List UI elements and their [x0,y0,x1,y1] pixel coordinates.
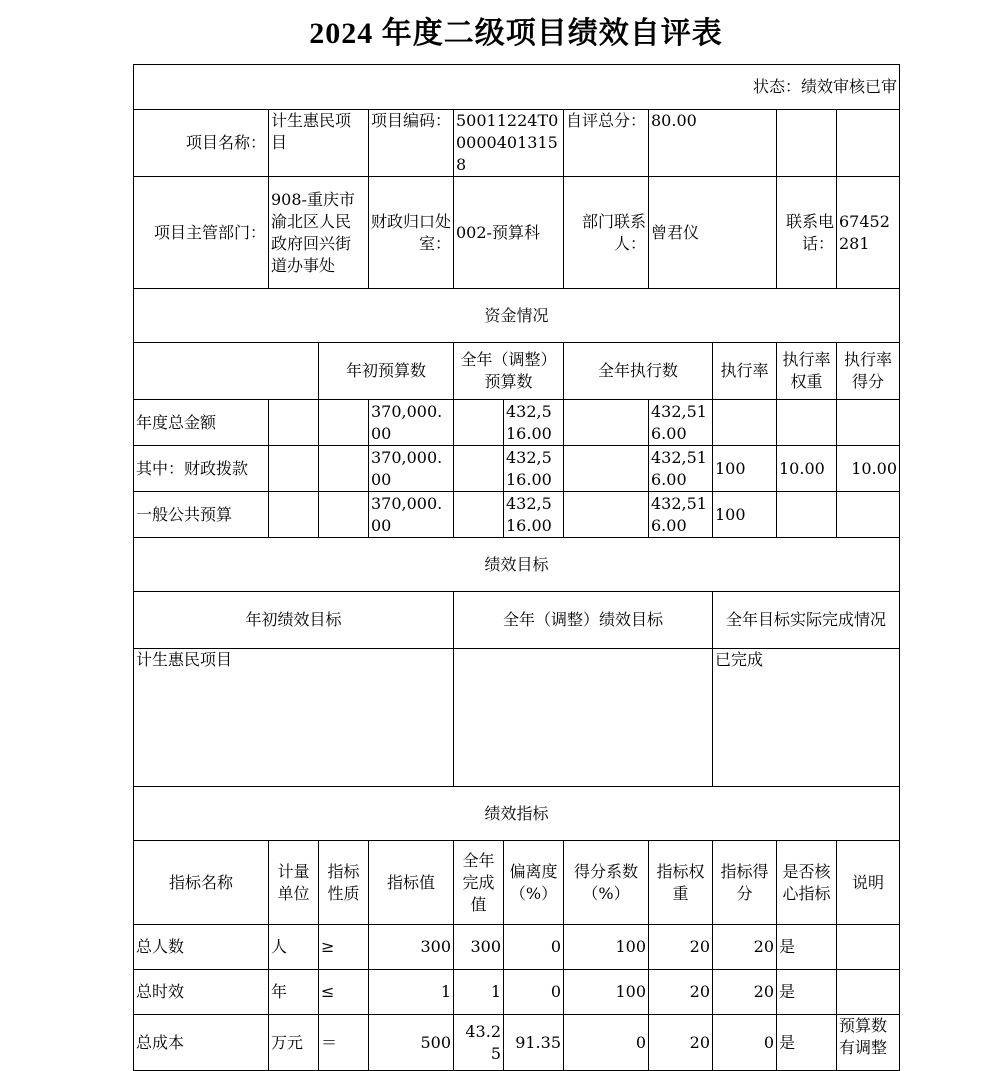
dept-name: 908-重庆市渝北区人民政府回兴街道办事处 [269,177,369,289]
self-score-label: 自评总分： [564,110,649,177]
contact-label: 部门联系人： [564,177,649,289]
project-code: 50011224T000004013158 [454,110,564,177]
funds-adjusted: 432,516.00 [504,400,564,446]
empty-cell [269,446,319,492]
empty-cell [134,343,319,400]
goals-section-title: 绩效目标 [134,538,900,592]
empty-cell [319,446,369,492]
indicator-deviation: 91.35 [504,1015,564,1071]
funds-weight [777,492,837,538]
indicator-core: 是 [777,925,837,970]
note-header: 说明 [837,841,900,925]
empty-cell [564,492,649,538]
coef-header: 得分系数（%） [564,841,649,925]
indicator-unit: 万元 [269,1015,319,1071]
status-text: 状态：绩效审核已审 [134,65,900,110]
indicator-note: 预算数有调整 [837,1015,900,1071]
actual-goal-text: 已完成 [713,649,900,787]
indicator-score-header: 指标得分 [713,841,777,925]
exec-weight-header: 执行率权重 [777,343,837,400]
empty-cell [454,446,504,492]
funds-row-name: 其中：财政拨款 [134,446,269,492]
dept-label: 项目主管部门： [134,177,269,289]
funds-rate [713,400,777,446]
deviation-header: 偏离度（%） [504,841,564,925]
indicator-weight: 20 [649,1015,713,1071]
indicator-nature: ≤ [319,970,369,1015]
indicator-score: 20 [713,970,777,1015]
initial-goal-text: 计生惠民项目 [134,649,454,787]
indicator-name: 总人数 [134,925,269,970]
actual-goal-header: 全年目标实际完成情况 [713,592,900,649]
finance-label: 财政归口处室： [369,177,454,289]
funds-executed: 432,516.00 [649,446,713,492]
indicator-name: 总成本 [134,1015,269,1071]
funds-adjusted: 432,516.00 [504,446,564,492]
funds-initial: 370,000.00 [369,400,454,446]
empty-cell [837,110,900,177]
target-value-header: 指标值 [369,841,454,925]
funds-weight [777,400,837,446]
project-name-label: 项目名称： [134,110,269,177]
empty-cell [564,446,649,492]
project-code-label: 项目编码： [369,110,454,177]
funds-weight: 10.00 [777,446,837,492]
funds-score: 10.00 [837,446,900,492]
empty-cell [269,492,319,538]
indicator-core: 是 [777,1015,837,1071]
empty-cell [454,400,504,446]
indicator-value: 1 [369,970,454,1015]
adjusted-goal-header: 全年（调整）绩效目标 [454,592,713,649]
indicators-section-title: 绩效指标 [134,787,900,841]
initial-budget-header: 年初预算数 [319,343,454,400]
funds-rate: 100 [713,446,777,492]
indicator-row [134,1015,900,1071]
funds-row [134,446,900,492]
funds-score [837,492,900,538]
project-name: 计生惠民项目 [269,110,369,177]
indicator-core: 是 [777,970,837,1015]
indicator-name-header: 指标名称 [134,841,269,925]
indicator-actual: 43.25 [454,1015,504,1071]
indicator-actual: 1 [454,970,504,1015]
indicator-nature: ＝ [319,1015,369,1071]
indicator-coef: 100 [564,925,649,970]
initial-goal-header: 年初绩效目标 [134,592,454,649]
empty-cell [269,400,319,446]
funds-section-title: 资金情况 [134,289,900,343]
indicator-deviation: 0 [504,970,564,1015]
indicator-weight-header: 指标权重 [649,841,713,925]
indicator-score: 20 [713,925,777,970]
phone-label: 联系电话： [777,177,837,289]
nature-header: 指标性质 [319,841,369,925]
indicator-value: 300 [369,925,454,970]
adjusted-goal-text [454,649,713,787]
indicator-row [134,925,900,970]
funds-row-name: 一般公共预算 [134,492,269,538]
contact-person: 曾君仪 [649,177,777,289]
indicator-actual: 300 [454,925,504,970]
exec-rate-header: 执行率 [713,343,777,400]
indicator-coef: 0 [564,1015,649,1071]
empty-cell [564,400,649,446]
indicator-nature: ≥ [319,925,369,970]
indicator-score: 0 [713,1015,777,1071]
funds-row-name: 年度总金额 [134,400,269,446]
indicator-unit: 年 [269,970,319,1015]
indicator-name: 总时效 [134,970,269,1015]
empty-cell [777,110,837,177]
indicator-value: 500 [369,1015,454,1071]
page-title: 2024 年度二级项目绩效自评表 [309,17,723,50]
core-indicator-header: 是否核心指标 [777,841,837,925]
funds-row [134,492,900,538]
indicator-note [837,970,900,1015]
empty-cell [319,400,369,446]
indicator-coef: 100 [564,970,649,1015]
evaluation-table [133,64,900,1071]
indicator-deviation: 0 [504,925,564,970]
funds-initial: 370,000.00 [369,492,454,538]
actual-value-header: 全年完成值 [454,841,504,925]
funds-score [837,400,900,446]
empty-cell [454,492,504,538]
funds-executed: 432,516.00 [649,400,713,446]
empty-cell [319,492,369,538]
indicator-note [837,925,900,970]
self-score: 80.00 [649,110,777,177]
unit-header: 计量单位 [269,841,319,925]
funds-row [134,400,900,446]
phone-number: 67452281 [837,177,900,289]
funds-adjusted: 432,516.00 [504,492,564,538]
executed-header: 全年执行数 [564,343,713,400]
exec-score-header: 执行率得分 [837,343,900,400]
finance-office: 002-预算科 [454,177,564,289]
funds-executed: 432,516.00 [649,492,713,538]
funds-initial: 370,000.00 [369,446,454,492]
indicator-weight: 20 [649,970,713,1015]
indicator-row [134,970,900,1015]
indicator-unit: 人 [269,925,319,970]
indicator-weight: 20 [649,925,713,970]
adjusted-budget-header: 全年（调整）预算数 [454,343,564,400]
funds-rate: 100 [713,492,777,538]
